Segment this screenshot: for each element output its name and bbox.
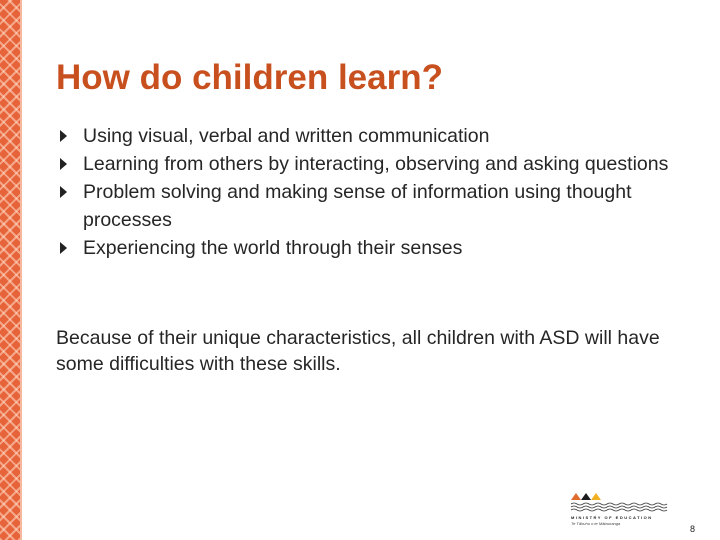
bullet-text: Problem solving and making sense of information using thought processes xyxy=(83,181,632,231)
page-number: 8 xyxy=(689,524,695,534)
logo-subtitle: Te Tāhuhu o te Mātauranga xyxy=(571,521,621,526)
logo-triangle-orange xyxy=(571,493,581,500)
bullet-text: Learning from others by interacting, observing and asking questions xyxy=(83,153,669,175)
logo-wave-line xyxy=(571,509,667,511)
logo-name: MINISTRY OF EDUCATION xyxy=(571,515,653,520)
bullet-item xyxy=(60,150,690,178)
bullet-item xyxy=(60,178,690,234)
bullet-text: Using visual, verbal and written communication xyxy=(83,125,490,147)
bullet-arrow-icon xyxy=(60,186,67,198)
bullet-arrow-icon xyxy=(60,242,67,254)
bullet-list xyxy=(60,122,690,262)
slide-title: How do children learn? xyxy=(56,58,443,97)
logo-wave-line xyxy=(571,503,667,505)
bullet-item xyxy=(60,234,690,262)
decorative-side-border xyxy=(0,0,20,540)
logo-wave-line xyxy=(571,506,667,508)
logo-triangle-black xyxy=(581,493,591,500)
bullet-item xyxy=(60,122,690,150)
bullet-text: Experiencing the world through their senses xyxy=(83,237,463,259)
side-border-edge xyxy=(20,0,22,540)
summary-paragraph: Because of their unique characteristics, all children with ASD will have some difficulties with these skills. xyxy=(56,327,660,375)
logo-triangle-yellow xyxy=(591,493,601,500)
bullet-arrow-icon xyxy=(60,130,67,142)
bullet-arrow-icon xyxy=(60,158,67,170)
